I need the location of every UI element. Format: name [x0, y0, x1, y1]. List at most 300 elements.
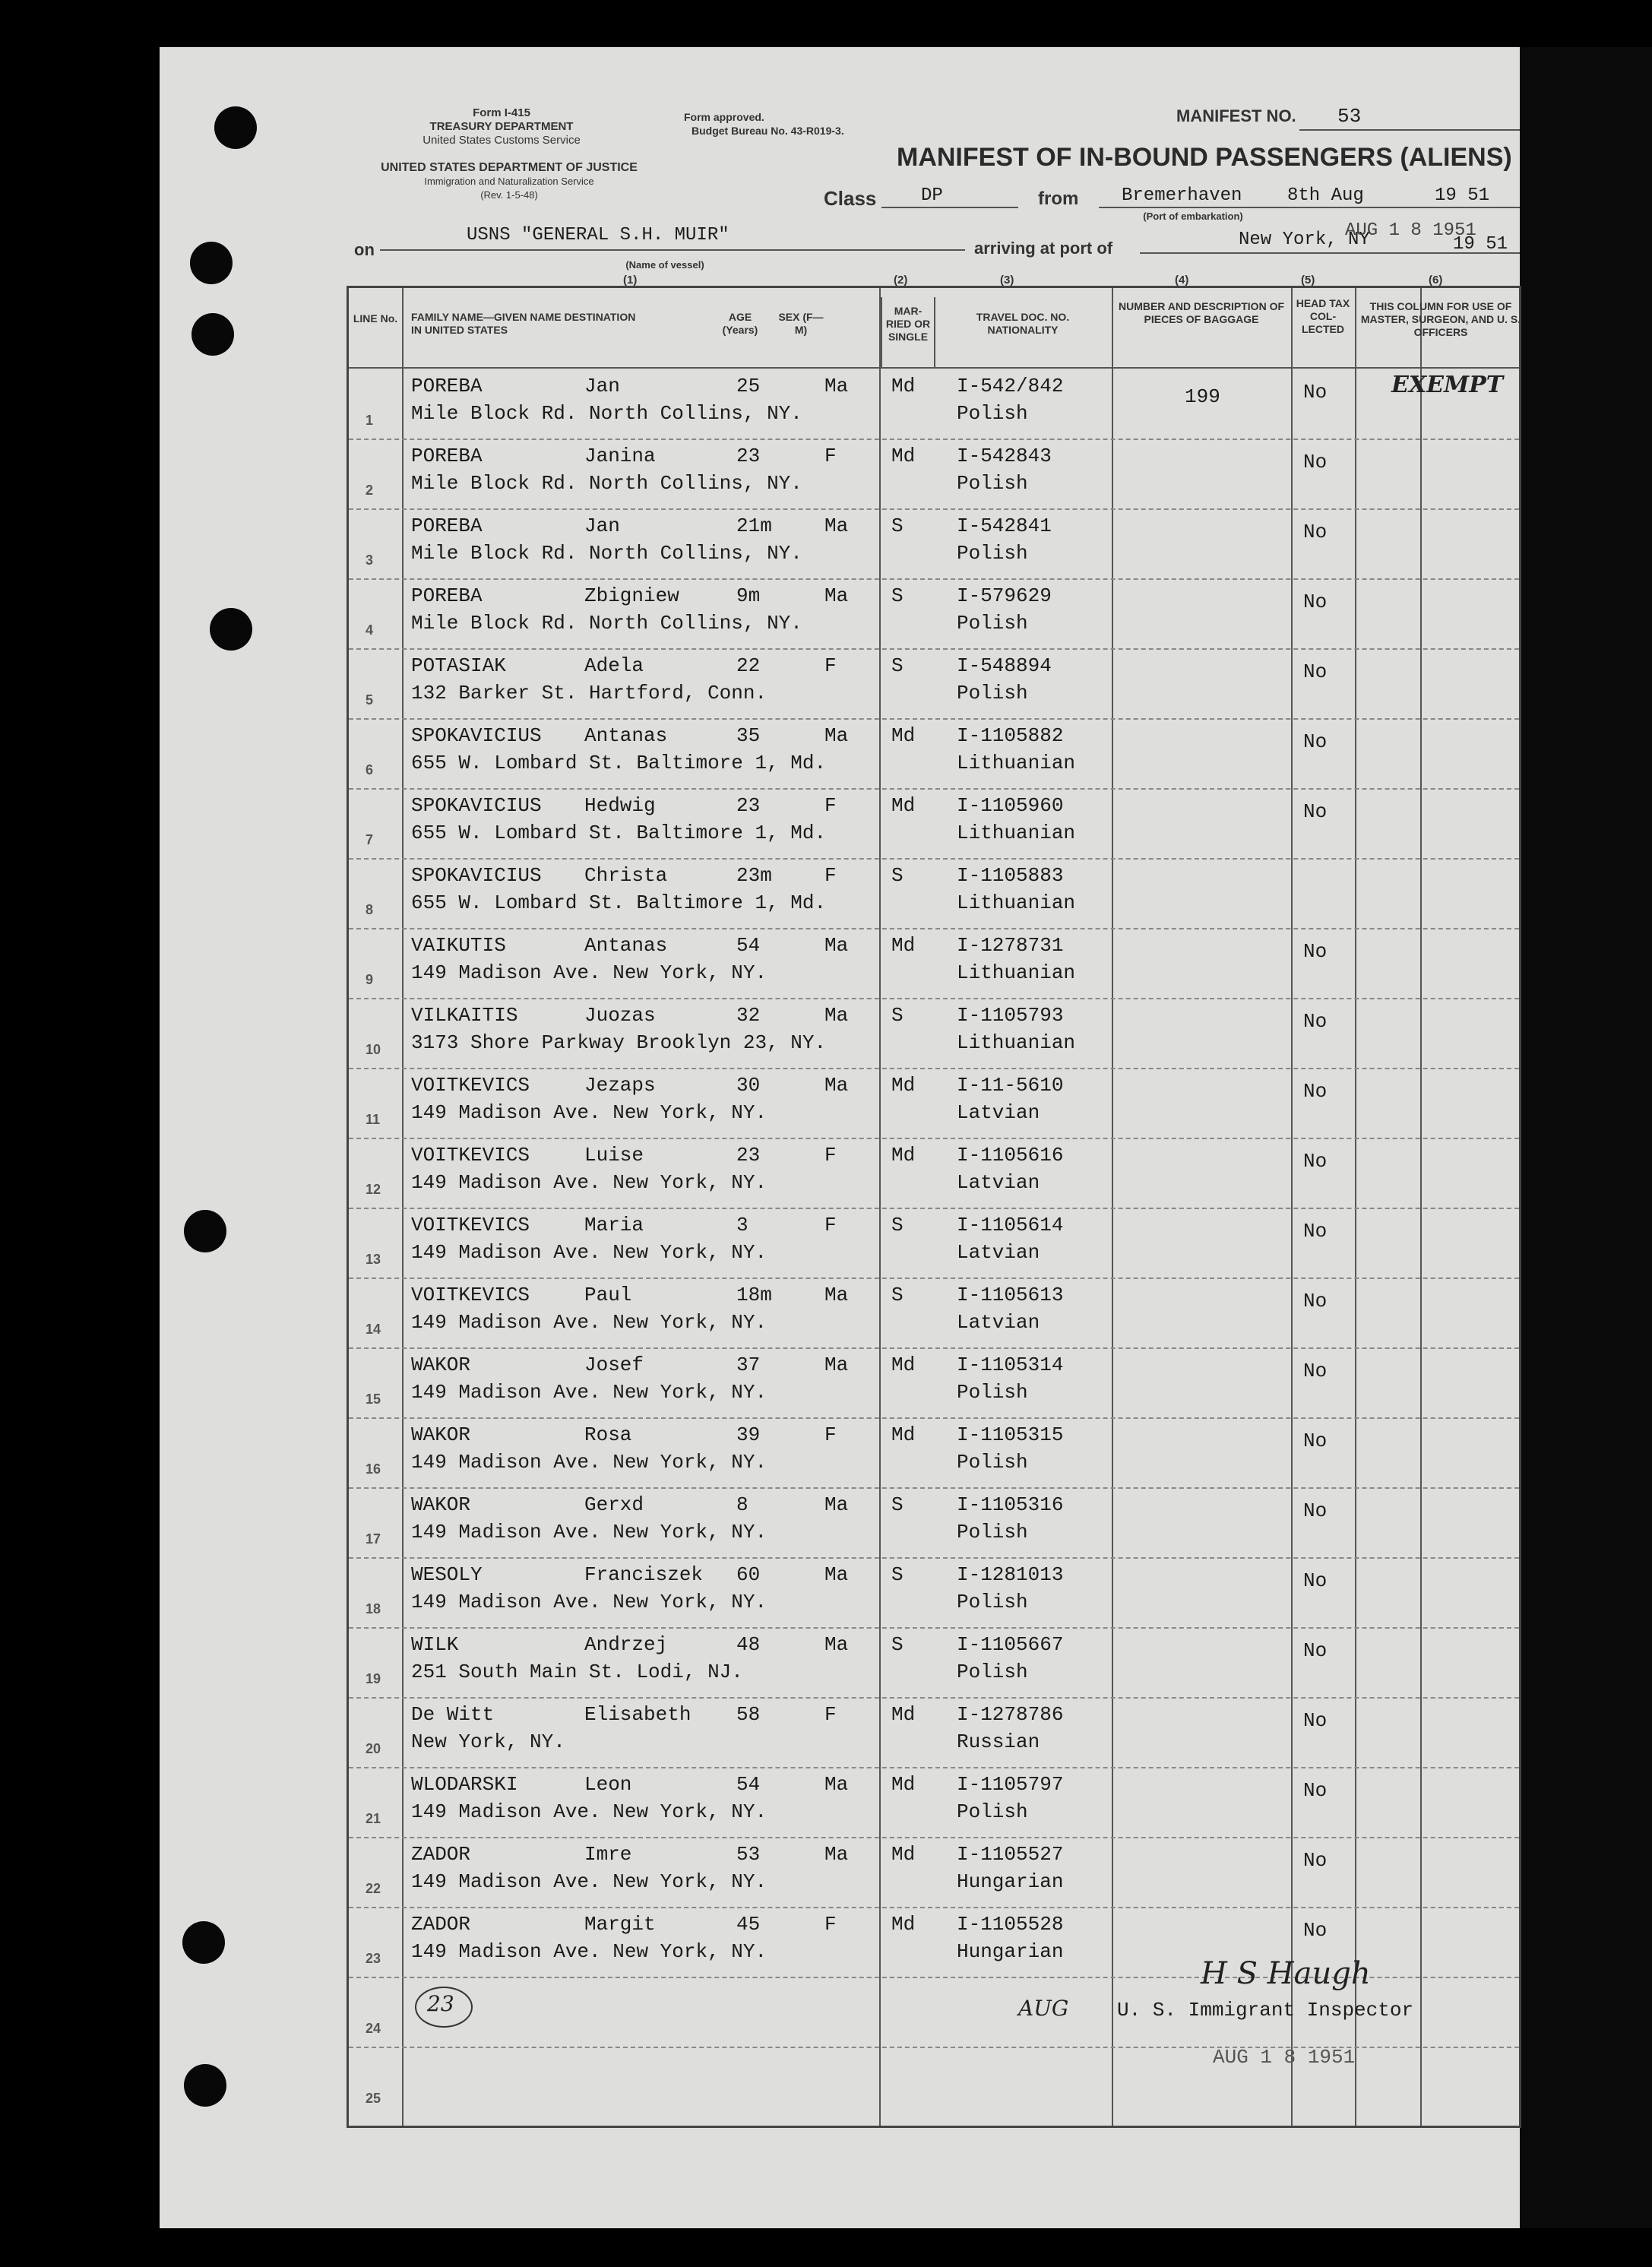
- col-age: AGE (Years): [722, 311, 758, 336]
- cell-sex: Ma: [824, 515, 849, 537]
- cell-doc: I-542841: [957, 515, 1052, 537]
- col-num-3: (3): [1000, 274, 1014, 287]
- cell-sex: Ma: [824, 584, 849, 607]
- cell-note: EXEMPT: [1391, 372, 1504, 398]
- cell-doc: I-1105667: [957, 1633, 1064, 1656]
- cell-n: 8: [366, 902, 374, 917]
- punch-hole: [191, 313, 234, 356]
- cell-n: 17: [366, 1531, 381, 1547]
- punch-hole: [214, 106, 257, 149]
- cell-doc: I-1281013: [957, 1563, 1064, 1586]
- cell-doc: I-1105960: [957, 794, 1064, 817]
- cell-sex: Ma: [824, 1493, 849, 1516]
- cell-n: 19: [366, 1671, 381, 1686]
- cell-nat: Polish: [957, 1800, 1028, 1823]
- col-name: FAMILY NAME—GIVEN NAME DESTINATION IN UNITED STATES: [411, 311, 636, 336]
- punch-hole: [190, 242, 233, 284]
- cell-addr: 655 W. Lombard St. Baltimore 1, Md.: [411, 822, 827, 844]
- vessel-name: USNS "GENERAL S.H. MUIR": [467, 225, 729, 245]
- cell-age: 23: [736, 794, 761, 817]
- cell-given: Janina: [584, 445, 656, 467]
- manifest-no: 53: [1337, 105, 1362, 128]
- cell-sex: F: [824, 654, 837, 677]
- cell-n: 10: [366, 1042, 381, 1057]
- col-married: MAR-RIED OR SINGLE: [881, 297, 935, 367]
- cell-addr: 149 Madison Ave. New York, NY.: [411, 961, 767, 984]
- cell-n: 4: [366, 622, 374, 638]
- inspector-signature: H S Haugh: [1201, 1956, 1371, 1991]
- cell-nat: Polish: [957, 1591, 1028, 1613]
- cell-ms: Md: [891, 1144, 916, 1167]
- cell-n: 13: [366, 1252, 381, 1267]
- cell-sex: F: [824, 1214, 837, 1236]
- cell-tax: No: [1303, 1569, 1328, 1592]
- cell-nat: Latvian: [957, 1311, 1040, 1334]
- cell-nat: Polish: [957, 1661, 1028, 1683]
- cell-tax: No: [1303, 1709, 1328, 1732]
- cell-n: 16: [366, 1461, 381, 1477]
- cell-nat: Polish: [957, 402, 1028, 425]
- class-label: Class: [824, 187, 877, 210]
- cell-nat: Polish: [957, 612, 1028, 635]
- col-travel-doc: TRAVEL DOC. NO. NATIONALITY: [976, 311, 1070, 336]
- vessel-label: (Name of vessel): [625, 259, 704, 271]
- cell-age: 30: [736, 1074, 761, 1097]
- cell-doc: I-1105797: [957, 1773, 1064, 1796]
- cell-sex: Ma: [824, 934, 849, 957]
- cell-doc: I-1105614: [957, 1214, 1064, 1236]
- cell-age: 54: [736, 934, 761, 957]
- cell-ms: S: [891, 1004, 904, 1027]
- cell-tax: No: [1303, 1360, 1328, 1382]
- cell-ms: S: [891, 1284, 904, 1306]
- table-row: [349, 718, 1519, 788]
- cell-nat: Russian: [957, 1730, 1040, 1753]
- cell-age: 60: [736, 1563, 761, 1586]
- cell-nat: Hungarian: [957, 1940, 1064, 1963]
- cell-tax: No: [1303, 1220, 1328, 1243]
- col-baggage: NUMBER AND DESCRIPTION OF PIECES OF BAGGAGE: [1118, 300, 1285, 325]
- cell-sex: Ma: [824, 1284, 849, 1306]
- cell-given: Hedwig: [584, 794, 656, 817]
- cell-bag: 199: [1185, 385, 1220, 408]
- cell-family: ZADOR: [411, 1913, 471, 1936]
- cell-ms: Md: [891, 1703, 916, 1726]
- cell-age: 54: [736, 1773, 761, 1796]
- cell-n: 11: [366, 1112, 381, 1127]
- cell-tax: No: [1303, 1150, 1328, 1173]
- col-num-6: (6): [1429, 274, 1443, 287]
- cell-sex: F: [824, 1144, 837, 1167]
- cell-family: WILK: [411, 1633, 459, 1656]
- cell-ms: Md: [891, 375, 916, 397]
- col-num-5: (5): [1301, 274, 1315, 287]
- cell-doc: I-1105883: [957, 864, 1064, 887]
- col-num-1: (1): [623, 274, 638, 287]
- cell-age: 37: [736, 1354, 761, 1376]
- cell-family: POREBA: [411, 445, 483, 467]
- cell-nat: Polish: [957, 542, 1028, 565]
- cell-sex: Ma: [824, 1074, 849, 1097]
- cell-ms: Md: [891, 724, 916, 747]
- cell-n: 14: [366, 1322, 381, 1337]
- cell-tax: No: [1303, 1080, 1328, 1103]
- inspection-date-stamp: AUG 1 8 1951: [1213, 2046, 1356, 2069]
- cell-family: VOITKEVICS: [411, 1074, 530, 1097]
- cell-family: POREBA: [411, 375, 483, 397]
- cell-addr: 149 Madison Ave. New York, NY.: [411, 1451, 767, 1474]
- departure-date: 8th Aug: [1287, 185, 1364, 206]
- cell-addr: Mile Block Rd. North Collins, NY.: [411, 402, 802, 425]
- cell-given: Antanas: [584, 934, 668, 957]
- cell-n: 5: [366, 692, 374, 708]
- cell-ms: S: [891, 1214, 904, 1236]
- cell-addr: 149 Madison Ave. New York, NY.: [411, 1940, 767, 1963]
- cell-given: Franciszek: [584, 1563, 704, 1586]
- cell-addr: 149 Madison Ave. New York, NY.: [411, 1591, 767, 1613]
- cell-age: 23: [736, 445, 761, 467]
- customs-service: United States Customs Service: [422, 134, 581, 147]
- cell-given: Gerxd: [584, 1493, 644, 1516]
- cell-sex: F: [824, 864, 837, 887]
- cell-tax: No: [1303, 730, 1328, 753]
- cell-addr: 149 Madison Ave. New York, NY.: [411, 1870, 767, 1893]
- cell-n: 3: [366, 553, 374, 568]
- cell-age: 23: [736, 1144, 761, 1167]
- cell-nat: Polish: [957, 682, 1028, 704]
- cell-tax: No: [1303, 590, 1328, 613]
- cell-doc: I-11-5610: [957, 1074, 1064, 1097]
- table-row: [349, 1697, 1519, 1767]
- cell-nat: Polish: [957, 1451, 1028, 1474]
- cell-ms: Md: [891, 1074, 916, 1097]
- cell-doc: I-548894: [957, 654, 1052, 677]
- table-row: [349, 1208, 1519, 1278]
- class-value: DP: [921, 185, 943, 206]
- cell-family: POREBA: [411, 515, 483, 537]
- cell-given: Christa: [584, 864, 668, 887]
- form-approved: Form approved.: [684, 111, 764, 123]
- cell-sex: Ma: [824, 724, 849, 747]
- cell-addr: 3173 Shore Parkway Brooklyn 23, NY.: [411, 1031, 827, 1054]
- cell-doc: I-579629: [957, 584, 1052, 607]
- cell-doc: I-542843: [957, 445, 1052, 467]
- cell-tax: No: [1303, 660, 1328, 683]
- table-row: [349, 1487, 1519, 1557]
- table-row: [349, 1278, 1519, 1347]
- table-row: [349, 788, 1519, 858]
- cell-given: Andrzej: [584, 1633, 668, 1656]
- cell-family: WLODARSKI: [411, 1773, 518, 1796]
- cell-family: VILKAITIS: [411, 1004, 518, 1027]
- budget-bureau: Budget Bureau No. 43-R019-3.: [691, 125, 844, 137]
- cell-sex: F: [824, 794, 837, 817]
- cell-nat: Lithuanian: [957, 822, 1076, 844]
- cell-nat: Lithuanian: [957, 752, 1076, 774]
- cell-given: Jan: [584, 375, 620, 397]
- cell-age: 3: [736, 1214, 748, 1236]
- cell-family: SPOKAVICIUS: [411, 724, 542, 747]
- cell-n: 6: [366, 762, 374, 777]
- cell-sex: Ma: [824, 1633, 849, 1656]
- col-officers: THIS COLUMN FOR USE OF MASTER, SURGEON, AND U. S. OFFICERS: [1360, 300, 1521, 338]
- cell-addr: 149 Madison Ave. New York, NY.: [411, 1800, 767, 1823]
- cell-n: 7: [366, 832, 374, 847]
- col-head-tax: HEAD TAX COL-LECTED: [1296, 297, 1350, 335]
- cell-doc: I-1105613: [957, 1284, 1064, 1306]
- cell-family: VOITKEVICS: [411, 1214, 530, 1236]
- cell-given: Adela: [584, 654, 644, 677]
- cell-addr: New York, NY.: [411, 1730, 565, 1753]
- cell-ms: S: [891, 1493, 904, 1516]
- cell-family: WAKOR: [411, 1493, 471, 1516]
- cell-addr: 149 Madison Ave. New York, NY.: [411, 1521, 767, 1544]
- cell-age: 18m: [736, 1284, 772, 1306]
- cell-age: 21m: [736, 515, 772, 537]
- punch-hole: [182, 1921, 225, 1964]
- col-num-2: (2): [894, 274, 908, 287]
- cell-n: 21: [366, 1811, 381, 1826]
- cell-doc: I-1278731: [957, 934, 1064, 957]
- cell-doc: I-1105882: [957, 724, 1064, 747]
- cell-sex: F: [824, 445, 837, 467]
- cell-age: 32: [736, 1004, 761, 1027]
- table-row: [349, 578, 1519, 648]
- table-row: [349, 1347, 1519, 1417]
- cell-ms: Md: [891, 1843, 916, 1866]
- cell-nat: Polish: [957, 1381, 1028, 1404]
- cell-sex: Ma: [824, 1563, 849, 1586]
- cell-addr: 149 Madison Ave. New York, NY.: [411, 1241, 767, 1264]
- table-row: [349, 1068, 1519, 1138]
- cell-n: 25: [366, 2091, 381, 2106]
- table-row: [349, 1417, 1519, 1487]
- cell-ms: S: [891, 584, 904, 607]
- cell-n: 23: [366, 1951, 381, 1966]
- cell-sex: Ma: [824, 1354, 849, 1376]
- cell-n: 15: [366, 1392, 381, 1407]
- cell-family: De Witt: [411, 1703, 495, 1726]
- cell-ms: S: [891, 654, 904, 677]
- cell-n: 9: [366, 972, 374, 987]
- cell-age: 22: [736, 654, 761, 677]
- table-row: [349, 998, 1519, 1068]
- cell-tax: No: [1303, 940, 1328, 963]
- ins-service: Immigration and Naturalization Service: [424, 176, 594, 187]
- cell-addr: Mile Block Rd. North Collins, NY.: [411, 612, 802, 635]
- cell-age: 8: [736, 1493, 748, 1516]
- table-row: [349, 369, 1519, 439]
- col-line: LINE No.: [353, 312, 398, 325]
- cell-age: 53: [736, 1843, 761, 1866]
- cell-sex: Ma: [824, 1843, 849, 1866]
- cell-addr: 149 Madison Ave. New York, NY.: [411, 1381, 767, 1404]
- cell-ms: S: [891, 864, 904, 887]
- cell-family: VAIKUTIS: [411, 934, 506, 957]
- cell-tax: No: [1303, 521, 1328, 543]
- cell-ms: Md: [891, 934, 916, 957]
- arrival-year: 19 51: [1453, 234, 1508, 255]
- cell-family: POTASIAK: [411, 654, 506, 677]
- table-row: [349, 1627, 1519, 1697]
- cell-doc: I-1105315: [957, 1423, 1064, 1446]
- cell-tax: No: [1303, 1010, 1328, 1033]
- cell-age: 25: [736, 375, 761, 397]
- punch-hole: [210, 608, 252, 651]
- cell-given: Paul: [584, 1284, 632, 1306]
- table-row: [349, 1557, 1519, 1627]
- col-sex: SEX (F—M): [778, 311, 824, 336]
- cell-tax: No: [1303, 800, 1328, 823]
- inspector-label: U. S. Immigrant Inspector: [1117, 1999, 1414, 2022]
- cell-addr: 132 Barker St. Hartford, Conn.: [411, 682, 767, 704]
- cell-given: Antanas: [584, 724, 668, 747]
- cell-given: Jezaps: [584, 1074, 656, 1097]
- cell-addr: 655 W. Lombard St. Baltimore 1, Md.: [411, 891, 827, 914]
- cell-given: Imre: [584, 1843, 632, 1866]
- punch-hole: [184, 2064, 226, 2107]
- cell-ms: Md: [891, 1423, 916, 1446]
- cell-doc: I-1105528: [957, 1913, 1064, 1936]
- cell-tax: No: [1303, 1430, 1328, 1452]
- cell-ms: Md: [891, 1354, 916, 1376]
- cell-n: 24: [366, 2021, 381, 2036]
- table-row: [349, 928, 1519, 998]
- cell-n: 12: [366, 1182, 381, 1197]
- cell-tax: No: [1303, 451, 1328, 473]
- cell-ms: Md: [891, 794, 916, 817]
- cell-age: 48: [736, 1633, 761, 1656]
- cell-sex: Ma: [824, 375, 849, 397]
- manifest-no-label: MANIFEST NO.: [1176, 106, 1296, 125]
- from-port: Bremerhaven: [1122, 185, 1242, 206]
- cell-age: 23m: [736, 864, 772, 887]
- cell-doc: I-542/842: [957, 375, 1064, 397]
- cell-addr: Mile Block Rd. North Collins, NY.: [411, 472, 802, 495]
- cell-sex: Ma: [824, 1004, 849, 1027]
- table-row: [349, 858, 1519, 928]
- cell-given: Margit: [584, 1913, 656, 1936]
- cell-age: 39: [736, 1423, 761, 1446]
- cell-given: Leon: [584, 1773, 632, 1796]
- form-number: Form I-415: [473, 106, 530, 119]
- page-title: MANIFEST OF IN-BOUND PASSENGERS (ALIENS): [897, 143, 1512, 172]
- cell-family: VOITKEVICS: [411, 1284, 530, 1306]
- cell-ms: S: [891, 515, 904, 537]
- table-row: [349, 1767, 1519, 1837]
- cell-doc: I-1105616: [957, 1144, 1064, 1167]
- cell-doc: I-1105314: [957, 1354, 1064, 1376]
- cell-sex: F: [824, 1423, 837, 1446]
- cell-given: Jan: [584, 515, 620, 537]
- cell-age: 9m: [736, 584, 761, 607]
- cell-nat: Lithuanian: [957, 1031, 1076, 1054]
- table-row: [349, 508, 1519, 578]
- cell-n: 1: [366, 413, 374, 428]
- cell-nat: Lithuanian: [957, 961, 1076, 984]
- cell-tax: No: [1303, 1639, 1328, 1662]
- cell-tax: No: [1303, 1919, 1328, 1942]
- departure-year: 19 51: [1435, 185, 1490, 206]
- port-embarkation-label: (Port of embarkation): [1143, 211, 1243, 222]
- cell-family: WESOLY: [411, 1563, 483, 1586]
- table-row: [349, 648, 1519, 718]
- cell-tax: No: [1303, 1779, 1328, 1802]
- justice-dept: UNITED STATES DEPARTMENT OF JUSTICE: [381, 161, 638, 174]
- cell-nat: Lithuanian: [957, 891, 1076, 914]
- cell-family: SPOKAVICIUS: [411, 794, 542, 817]
- cell-n: 2: [366, 483, 374, 498]
- cell-doc: I-1278786: [957, 1703, 1064, 1726]
- arriving-label: arriving at port of: [974, 239, 1113, 258]
- cell-given: Maria: [584, 1214, 644, 1236]
- cell-age: 58: [736, 1703, 761, 1726]
- cell-ms: Md: [891, 1773, 916, 1796]
- cell-n: 18: [366, 1601, 381, 1616]
- cell-n: 20: [366, 1741, 381, 1756]
- cell-given: Luise: [584, 1144, 644, 1167]
- cell-ms: Md: [891, 1913, 916, 1936]
- cell-family: VOITKEVICS: [411, 1144, 530, 1167]
- page-edge: [1520, 47, 1652, 2228]
- cell-nat: Latvian: [957, 1171, 1040, 1194]
- cell-n: 22: [366, 1881, 381, 1896]
- cell-family: WAKOR: [411, 1354, 471, 1376]
- cell-addr: 149 Madison Ave. New York, NY.: [411, 1101, 767, 1124]
- cell-given: Josef: [584, 1354, 644, 1376]
- cell-age: 35: [736, 724, 761, 747]
- cell-doc: I-1105527: [957, 1843, 1064, 1866]
- cell-sex: Ma: [824, 1773, 849, 1796]
- manifest-table: [347, 286, 1521, 2128]
- cell-family: ZADOR: [411, 1843, 471, 1866]
- cell-addr: Mile Block Rd. North Collins, NY.: [411, 542, 802, 565]
- cell-ms: Md: [891, 445, 916, 467]
- cell-ms: S: [891, 1563, 904, 1586]
- cell-given: Zbigniew: [584, 584, 679, 607]
- cell-family: POREBA: [411, 584, 483, 607]
- punch-hole: [184, 1210, 226, 1252]
- cell-sex: F: [824, 1913, 837, 1936]
- cell-given: Rosa: [584, 1423, 632, 1446]
- cell-nat: Polish: [957, 1521, 1028, 1544]
- cell-doc: I-1105793: [957, 1004, 1064, 1027]
- rev-date: (Rev. 1-5-48): [480, 189, 538, 201]
- cell-sex: F: [824, 1703, 837, 1726]
- cell-addr: 149 Madison Ave. New York, NY.: [411, 1171, 767, 1194]
- table-row: [349, 1138, 1519, 1208]
- cell-addr: 655 W. Lombard St. Baltimore 1, Md.: [411, 752, 827, 774]
- cell-tax: No: [1303, 1290, 1328, 1312]
- cell-nat: Hungarian: [957, 1870, 1064, 1893]
- passenger-count: 23: [427, 1991, 454, 2016]
- cell-given: Juozas: [584, 1004, 656, 1027]
- cell-age: 45: [736, 1913, 761, 1936]
- cell-family: SPOKAVICIUS: [411, 864, 542, 887]
- cell-nat: Latvian: [957, 1241, 1040, 1264]
- on-label: on: [354, 240, 375, 259]
- cell-tax: No: [1303, 1499, 1328, 1522]
- table-row: [349, 1837, 1519, 1907]
- inspector-prefix: AUG: [1018, 1996, 1069, 2021]
- cell-tax: No: [1303, 1849, 1328, 1872]
- cell-ms: S: [891, 1633, 904, 1656]
- from-label: from: [1038, 188, 1079, 209]
- col-num-4: (4): [1175, 274, 1189, 287]
- arrival-stamp: AUG 1 8 1951: [1345, 220, 1476, 241]
- treasury-dept: TREASURY DEPARTMENT: [429, 120, 574, 133]
- arrival-port: New York, NY: [1239, 230, 1370, 250]
